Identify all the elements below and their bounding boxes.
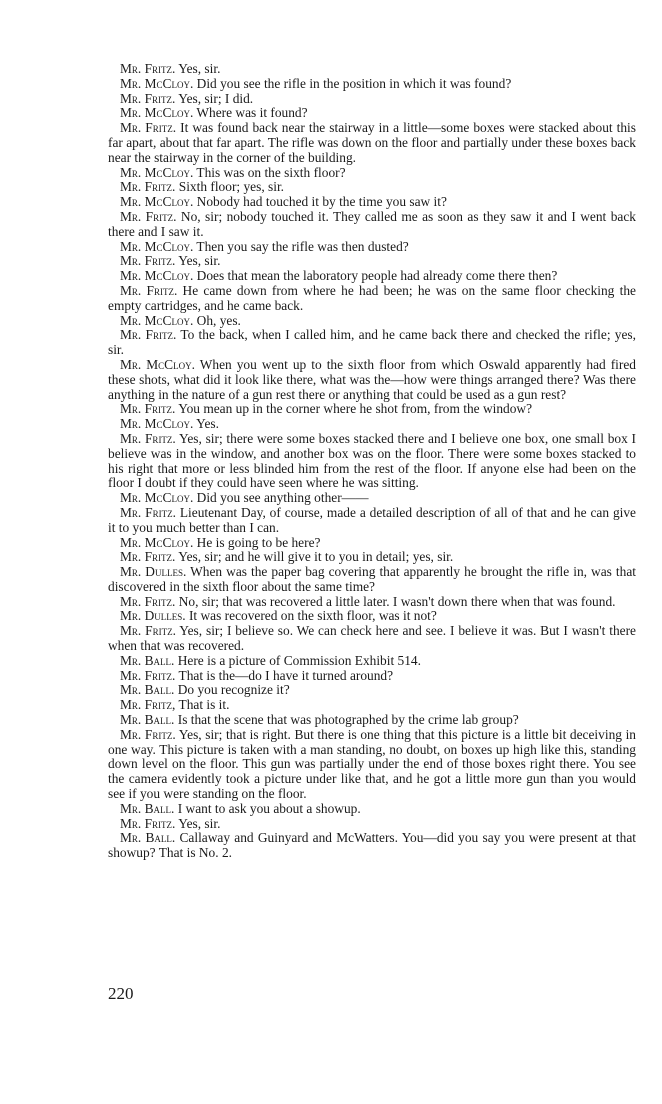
testimony-paragraph — [108, 432, 636, 491]
speaker-name: Mr. Fritz. — [120, 253, 176, 269]
speech-text: Lieutenant Day, of course, made a detailed description of all of that and he can give it to you much better than I can. — [108, 504, 636, 535]
speaker-name: Mr. McCloy. — [120, 105, 194, 121]
testimony-paragraph — [108, 62, 636, 77]
speech-text: Yes, sir; there were some boxes stacked there and I believe one box, one small box I believe was in the window, and another box was on the floor. There were some boxes stacked to his right that more or less blinded him from the rest of the floor. If anyone else had been on the floor I doubt if they could have seen where he was sitting. — [108, 430, 636, 491]
speaker-name: Mr. McCloy. — [120, 164, 194, 180]
speech-text: Callaway and Guinyard and McWatters. You—did you say you were present at that showup? That is No. 2. — [108, 830, 636, 861]
speech-text: Yes, sir; that is right. But there is one thing that this picture is a little bit deceiving in one way. This picture is taken with a man standing, no doubt, on boxes up high like this, standing down level on the floor. This gun was partially under the end of those boxes right there. You see the camera evidently took a picture under like that, and he got a little more gun than you would see if you were standing on the floor. — [108, 726, 636, 802]
speech-text: Here is a picture of Commission Exhibit 514. — [174, 652, 421, 668]
speaker-name: Mr. Ball. — [120, 830, 176, 846]
speaker-name: Mr. Fritz. — [120, 815, 176, 831]
testimony-paragraph — [108, 831, 636, 861]
testimony-paragraph — [108, 669, 636, 684]
speech-text: Yes, sir. — [175, 253, 221, 269]
speech-text: Yes, sir; I believe so. We can check here and see. I believe it was. But I wasn't there when that was recovered. — [108, 623, 636, 654]
speech-text: Oh, yes. — [193, 312, 241, 328]
speaker-name: Mr. Fritz. — [120, 282, 178, 298]
speech-text: Does that mean the laboratory people had already come there then? — [193, 268, 558, 284]
speech-text: When was the paper bag covering that apparently he brought the rifle in, was that discovered in the sixth floor about the same time? — [108, 564, 637, 594]
speech-text: Where was it found? — [193, 105, 308, 121]
testimony-paragraph — [108, 698, 636, 713]
speaker-name: Mr. McCloy. — [120, 194, 194, 210]
speaker-name: Mr. Fritz. — [120, 430, 176, 446]
speech-text: That is it. — [175, 697, 230, 713]
speaker-name: Mr. McCloy. — [120, 490, 194, 506]
speech-text: Did you see the rifle in the position in which it was found? — [193, 75, 512, 91]
speaker-name: Mr. Dulles. — [120, 564, 187, 580]
speaker-name: Mr. Fritz. — [120, 401, 176, 417]
testimony-paragraph — [108, 683, 636, 698]
transcript-body — [108, 62, 636, 861]
speech-text: It was found back near the stairway in a little—some boxes were stacked about this far apart, about that far apart. The rifle was down on the floor and partially under these boxes back near the stairway in the corner of the building. — [108, 120, 636, 165]
testimony-paragraph — [108, 654, 636, 669]
speech-text: Did you see anything other—— — [193, 490, 369, 506]
speaker-name: Mr. Fritz. — [120, 208, 177, 224]
speech-text: Yes. — [193, 416, 219, 432]
speech-text: Yes, sir; and he will give it to you in detail; yes, sir. — [175, 549, 454, 565]
testimony-paragraph — [108, 106, 636, 121]
speech-text: Sixth floor; yes, sir. — [175, 179, 285, 195]
testimony-paragraph — [108, 314, 636, 329]
speech-text: When you went up to the sixth floor from which Oswald apparently had fired these shots, what did it look like there, what was the—how were things arranged there? Was there anything in the nature of a gun rest there or anything that could be used as a gun rest? — [108, 356, 636, 402]
testimony-paragraph — [108, 817, 636, 832]
speaker-name: Mr. Fritz. — [120, 61, 176, 76]
speaker-name: Mr. McCloy. — [120, 534, 194, 550]
speaker-name: Mr. McCloy. — [120, 268, 194, 284]
testimony-paragraph — [108, 536, 636, 551]
speech-text: Yes, sir. — [175, 815, 221, 831]
speech-text: I want to ask you about a showup. — [174, 800, 361, 816]
testimony-paragraph — [108, 713, 636, 728]
testimony-paragraph — [108, 624, 636, 654]
speaker-name: Mr. Fritz. — [120, 726, 176, 742]
speaker-name: Mr. Fritz. — [120, 90, 176, 106]
speech-text: Do you recognize it? — [174, 682, 290, 698]
testimony-paragraph — [108, 210, 636, 240]
speech-text: It was recovered on the sixth floor, was it not? — [185, 608, 437, 624]
speaker-name: Mr. McCloy. — [120, 312, 194, 328]
speech-text: Yes, sir; I did. — [175, 90, 254, 106]
testimony-paragraph — [108, 284, 636, 314]
speaker-name: Mr. Fritz. — [120, 667, 176, 683]
speaker-name: Mr. Ball. — [120, 652, 175, 668]
testimony-paragraph — [108, 254, 636, 269]
speech-text: No, sir; that was recovered a little later. I wasn't down there when that was found. — [175, 593, 616, 609]
testimony-paragraph — [108, 269, 636, 284]
testimony-paragraph — [108, 358, 636, 402]
testimony-paragraph — [108, 417, 636, 432]
speech-text: That is the—do I have it turned around? — [175, 667, 394, 683]
speaker-name: Mr. McCloy. — [120, 75, 194, 91]
testimony-paragraph — [108, 121, 636, 165]
testimony-paragraph — [108, 92, 636, 107]
speaker-name: Mr. Ball. — [120, 712, 175, 728]
speech-text: To the back, when I called him, and he came back there and checked the rifle; yes, sir. — [108, 327, 636, 358]
testimony-paragraph — [108, 728, 636, 802]
speech-text: Nobody had touched it by the time you saw it? — [193, 194, 447, 210]
speaker-name: Mr. Ball. — [120, 682, 175, 698]
speaker-name: Mr. Fritz. — [120, 623, 176, 639]
testimony-paragraph — [108, 328, 636, 358]
testimony-paragraph — [108, 609, 636, 624]
speech-text: Then you say the rifle was then dusted? — [193, 238, 409, 254]
speech-text: He is going to be here? — [193, 534, 321, 550]
testimony-paragraph — [108, 802, 636, 817]
speech-text: This was on the sixth floor? — [193, 164, 346, 180]
speech-text: Yes, sir. — [175, 61, 221, 76]
speaker-name: Mr. Ball. — [120, 800, 175, 816]
speaker-name: Mr. Dulles. — [120, 608, 186, 624]
testimony-paragraph — [108, 595, 636, 610]
speaker-name: Mr. Fritz, — [120, 697, 176, 713]
speech-text: He came down from where he had been; he was on the same floor checking the empty cartridges, and he came back. — [108, 282, 636, 313]
speaker-name: Mr. Fritz. — [120, 120, 177, 136]
speaker-name: Mr. Fritz. — [120, 179, 176, 195]
speaker-name: Mr. McCloy. — [120, 356, 195, 372]
testimony-paragraph — [108, 180, 636, 195]
speaker-name: Mr. Fritz. — [120, 327, 177, 343]
speech-text: No, sir; nobody touched it. They called me as soon as they saw it and I went back there and I saw it. — [108, 208, 636, 239]
speaker-name: Mr. Fritz. — [120, 593, 176, 609]
testimony-paragraph — [108, 491, 636, 506]
speech-text: Is that the scene that was photographed by the crime lab group? — [174, 712, 519, 728]
testimony-paragraph — [108, 240, 636, 255]
testimony-paragraph — [108, 402, 636, 417]
page-number: 220 — [108, 984, 134, 1003]
testimony-paragraph — [108, 506, 636, 536]
testimony-paragraph — [108, 77, 636, 92]
testimony-paragraph — [108, 565, 636, 595]
speaker-name: Mr. McCloy. — [120, 238, 194, 254]
testimony-paragraph — [108, 550, 636, 565]
testimony-paragraph — [108, 195, 636, 210]
speaker-name: Mr. Fritz. — [120, 504, 176, 520]
speaker-name: Mr. Fritz. — [120, 549, 176, 565]
testimony-paragraph — [108, 166, 636, 181]
speech-text: You mean up in the corner where he shot from, from the window? — [175, 401, 533, 417]
speaker-name: Mr. McCloy. — [120, 416, 194, 432]
